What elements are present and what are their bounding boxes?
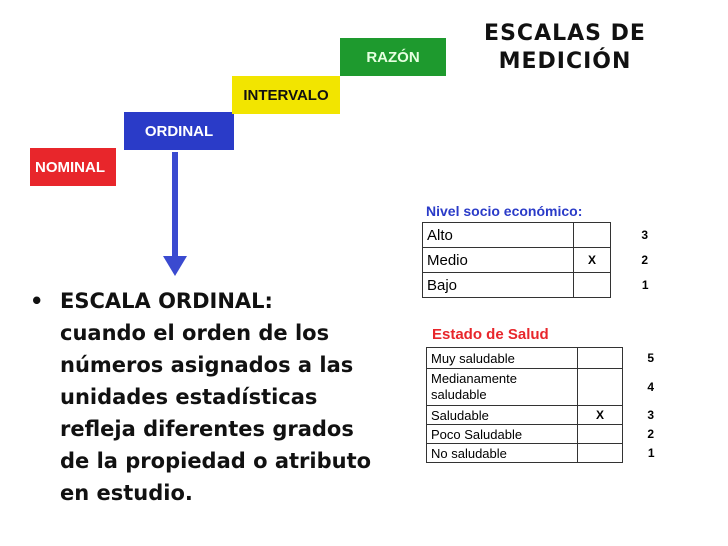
bullet-line: en estudio. <box>60 481 193 505</box>
row-mark <box>578 425 623 444</box>
row-label: Medio <box>423 248 574 273</box>
row-mark <box>574 273 611 298</box>
table-row <box>427 444 659 463</box>
bullet-icon: • <box>30 289 44 313</box>
row-mark: X <box>574 248 611 273</box>
row-label: Medianamente saludable <box>427 369 578 406</box>
table-row <box>423 248 653 273</box>
row-mark <box>578 348 623 369</box>
table-row <box>427 406 659 425</box>
row-label: Saludable <box>427 406 578 425</box>
row-number: 3 <box>641 228 648 242</box>
bullet-line: refleja diferentes grados <box>60 417 354 441</box>
down-arrow-icon <box>160 152 190 280</box>
row-number: 3 <box>647 408 654 422</box>
step-intervalo: INTERVALO <box>232 76 340 114</box>
step-ordinal: ORDINAL <box>124 112 234 150</box>
row-number: 1 <box>641 278 649 292</box>
bullet-line: unidades estadísticas <box>60 385 318 409</box>
row-mark <box>574 223 611 248</box>
bullet-line: cuando el orden de los <box>60 321 330 345</box>
row-label: Muy saludable <box>427 348 578 369</box>
bullet-line: números asignados a las <box>60 353 354 377</box>
step-nominal: NOMINAL <box>30 148 116 186</box>
bullet-body <box>30 317 390 509</box>
slide-title <box>470 20 660 76</box>
row-number: 2 <box>647 427 654 441</box>
title-line-2: MEDICIÓN <box>498 49 632 74</box>
table-estado-salud <box>426 347 659 463</box>
table-row <box>427 348 659 369</box>
table1-heading: Nivel socio económico: <box>426 203 583 219</box>
table-nivel-socioeconomico <box>422 222 653 298</box>
row-number: 5 <box>647 351 654 365</box>
title-line-1: ESCALAS DE <box>484 21 646 46</box>
row-number: 1 <box>647 446 655 460</box>
table2-heading: Estado de Salud <box>432 326 549 343</box>
table-row <box>423 273 653 298</box>
row-mark: X <box>578 406 623 425</box>
row-number: 2 <box>641 253 648 267</box>
row-label: Poco Saludable <box>427 425 578 444</box>
step-razon: RAZÓN <box>340 38 446 76</box>
row-mark <box>578 444 623 463</box>
bullet-heading: ESCALA ORDINAL: <box>60 289 273 313</box>
row-number: 4 <box>647 380 654 394</box>
row-label: Bajo <box>423 273 574 298</box>
table-row <box>427 369 659 406</box>
bullet-line: de la propiedad o atributo <box>60 449 372 473</box>
bullet-text <box>30 285 390 509</box>
table-row <box>427 425 659 444</box>
row-mark <box>578 369 623 406</box>
row-label: Alto <box>423 223 574 248</box>
row-label: No saludable <box>427 444 578 463</box>
table-row <box>423 223 653 248</box>
